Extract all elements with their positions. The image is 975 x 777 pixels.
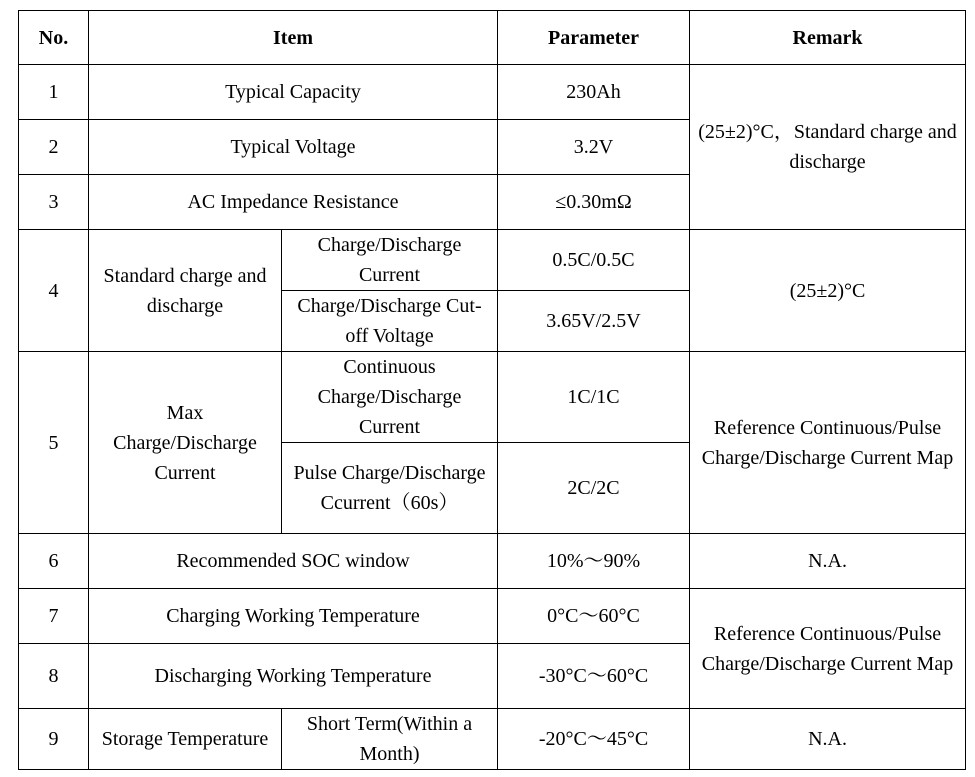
sub-item-cell: Continuous Charge/Discharge Current (282, 352, 498, 443)
header-item: Item (89, 11, 498, 65)
parameter-cell: 10%～90% (498, 534, 690, 589)
parameter-cell: 1C/1C (498, 352, 690, 443)
parameter-cell: -20°C～45°C (498, 709, 690, 770)
parameter-cell: 0.5C/0.5C (498, 230, 690, 291)
parameter-cell: 3.2V (498, 120, 690, 175)
header-remark: Remark (690, 11, 966, 65)
row-number: 3 (19, 175, 89, 230)
row-number: 2 (19, 120, 89, 175)
row-number: 6 (19, 534, 89, 589)
remark-cell: N.A. (690, 534, 966, 589)
row-number: 8 (19, 644, 89, 709)
parameter-cell: 3.65V/2.5V (498, 291, 690, 352)
header-no: No. (19, 11, 89, 65)
table-row (19, 230, 966, 291)
item-cell: Standard charge and discharge (89, 230, 282, 352)
remark-cell: Reference Continuous/Pulse Charge/Discharge Current Map (690, 589, 966, 709)
row-number: 5 (19, 352, 89, 534)
parameter-cell: -30°C～60°C (498, 644, 690, 709)
remark-cell: (25±2)°C (690, 230, 966, 352)
item-cell: Max Charge/Discharge Current (89, 352, 282, 534)
parameter-cell: 0°C～60°C (498, 589, 690, 644)
item-cell: Charging Working Temperature (89, 589, 498, 644)
remark-cell: (25±2)°C，Standard charge and discharge (690, 65, 966, 230)
table-row (19, 709, 966, 770)
header-row (19, 11, 966, 65)
sub-item-cell: Pulse Charge/Discharge Ccurrent（60s） (282, 443, 498, 534)
header-parameter: Parameter (498, 11, 690, 65)
table-row (19, 534, 966, 589)
row-number: 4 (19, 230, 89, 352)
item-cell: Recommended SOC window (89, 534, 498, 589)
parameter-cell: 2C/2C (498, 443, 690, 534)
sub-item-cell: Short Term(Within a Month) (282, 709, 498, 770)
item-cell: AC Impedance Resistance (89, 175, 498, 230)
remark-cell: N.A. (690, 709, 966, 770)
parameter-cell: ≤0.30mΩ (498, 175, 690, 230)
specification-table (18, 10, 966, 770)
table-row (19, 352, 966, 443)
row-number: 9 (19, 709, 89, 770)
table-row (19, 65, 966, 120)
row-number: 7 (19, 589, 89, 644)
sub-item-cell: Charge/Discharge Cut-off Voltage (282, 291, 498, 352)
item-cell: Discharging Working Temperature (89, 644, 498, 709)
parameter-cell: 230Ah (498, 65, 690, 120)
item-cell: Storage Temperature (89, 709, 282, 770)
sub-item-cell: Charge/Discharge Current (282, 230, 498, 291)
row-number: 1 (19, 65, 89, 120)
table-row (19, 589, 966, 644)
item-cell: Typical Voltage (89, 120, 498, 175)
remark-cell: Reference Continuous/Pulse Charge/Discharge Current Map (690, 352, 966, 534)
item-cell: Typical Capacity (89, 65, 498, 120)
